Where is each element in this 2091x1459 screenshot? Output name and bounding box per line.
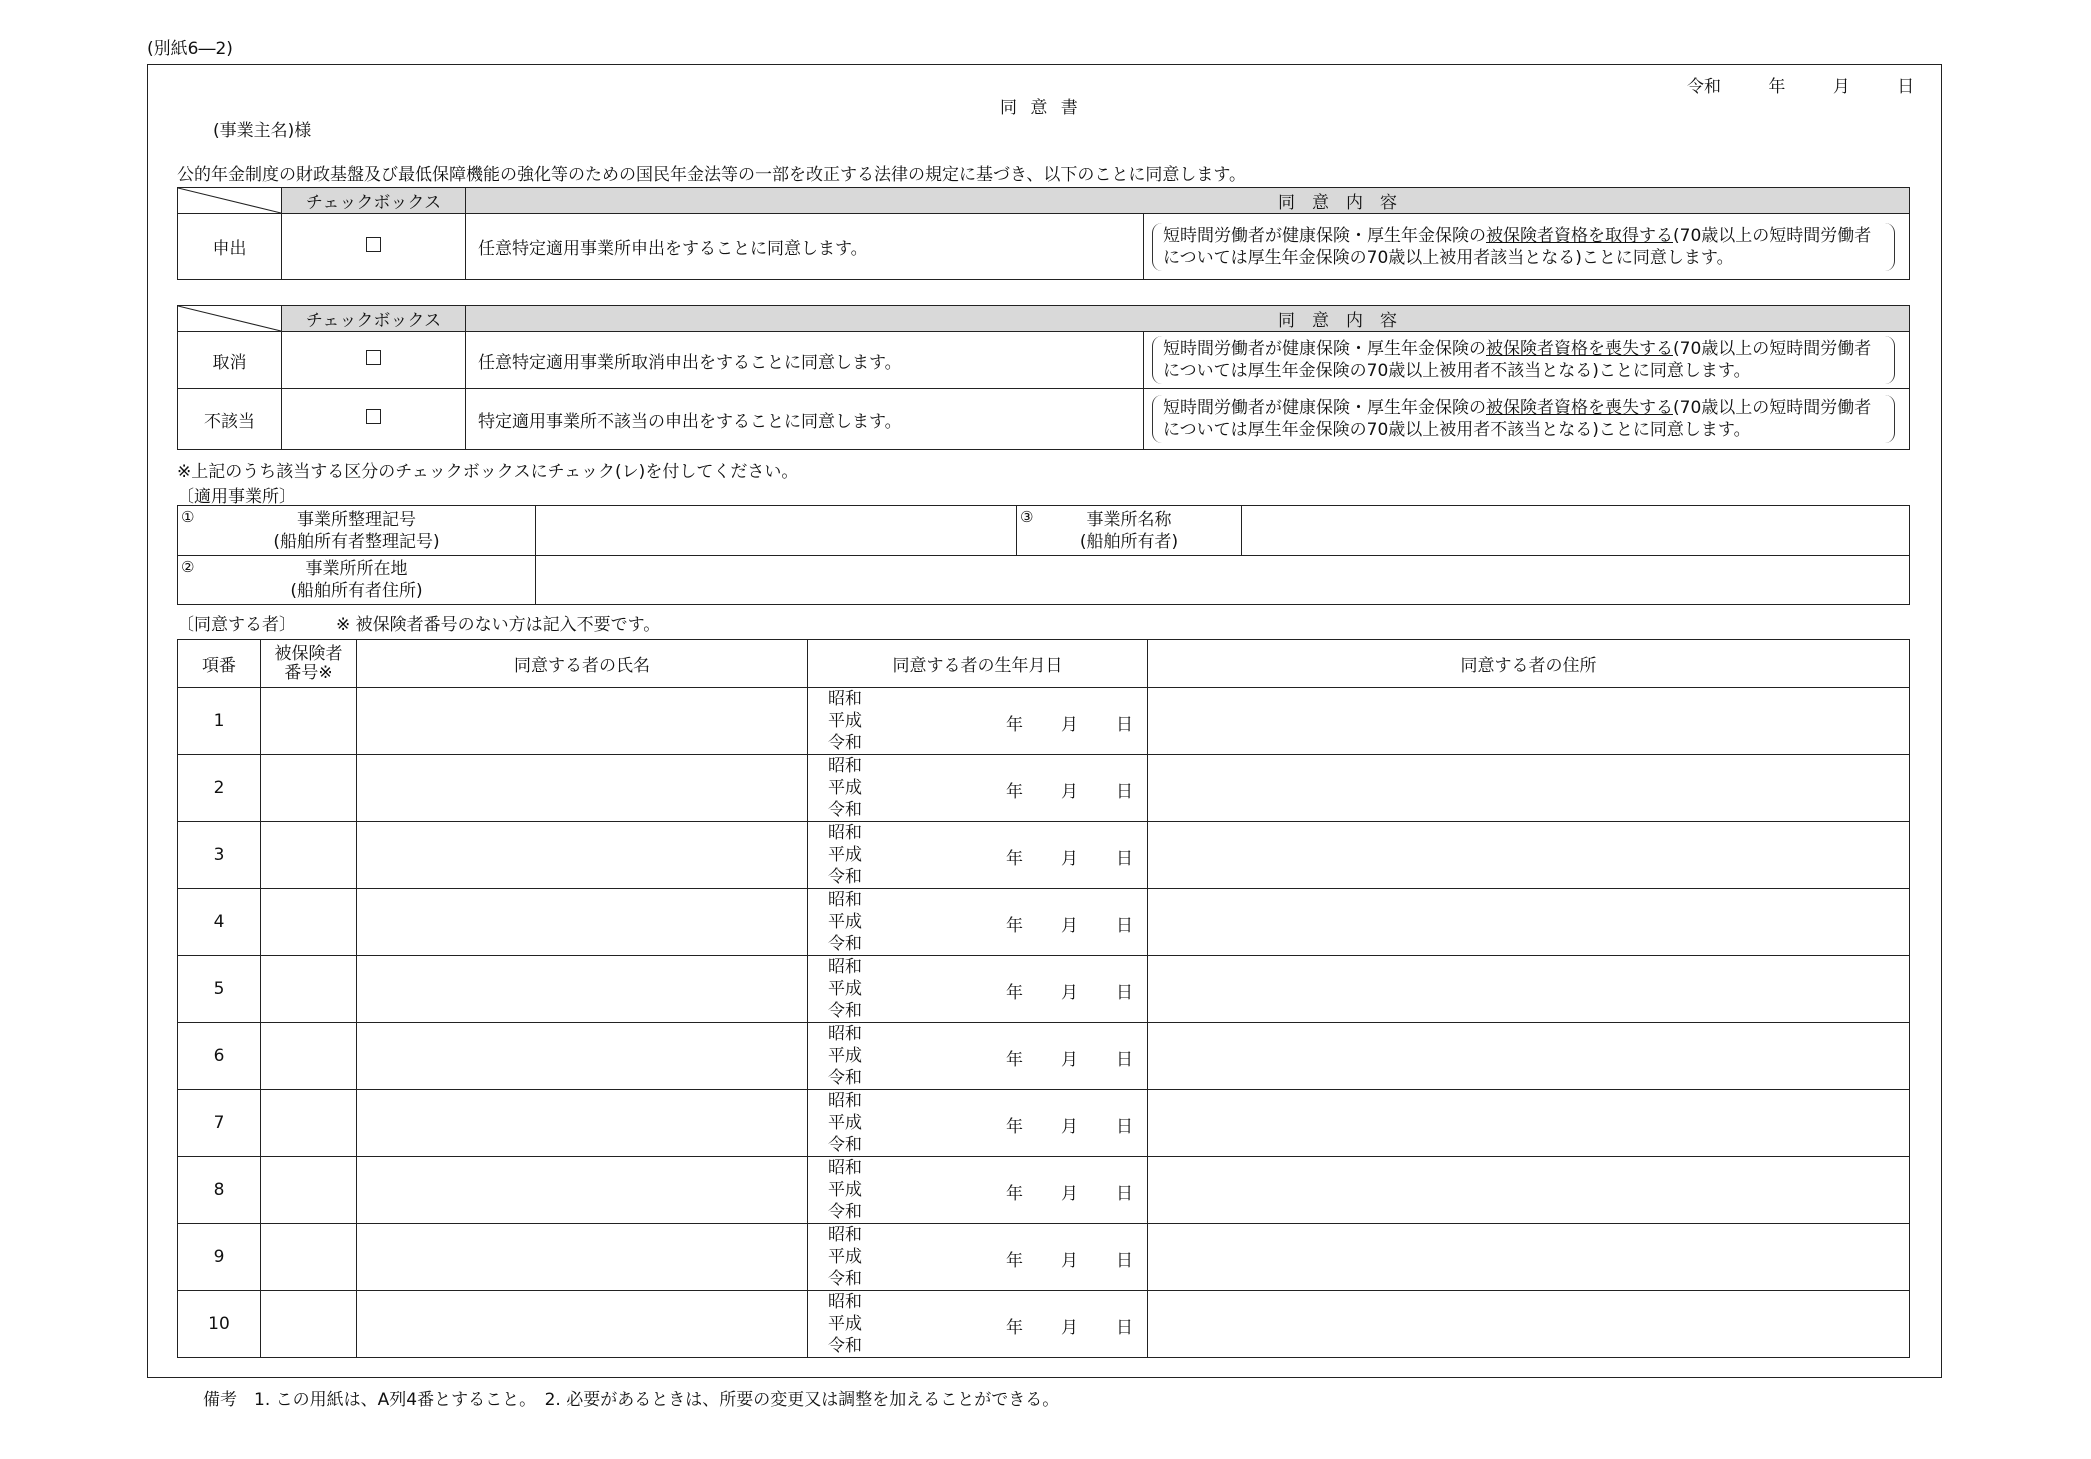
insured-number-input[interactable] — [261, 822, 357, 889]
birthdate-input[interactable] — [808, 822, 1148, 889]
month-label: 月 — [1061, 1184, 1078, 1204]
era-option[interactable]: 平成 — [828, 912, 862, 932]
era-option[interactable]: 昭和 — [828, 1292, 862, 1312]
checkbox[interactable] — [366, 350, 381, 365]
row-label: 取消 — [178, 332, 282, 389]
row-number: 3 — [178, 822, 261, 889]
row-label: 申出 — [178, 214, 282, 280]
footer-remarks: 備考 1. この用紙は、A列4番とすること。 2. 必要があるときは、所要の変更又は調整を加えることができる。 — [203, 1390, 1060, 1410]
checkbox-note: ※上記のうち該当する区分のチェックボックスにチェック(レ)を付してください。 — [177, 462, 799, 482]
year-label: 年 — [1006, 983, 1023, 1003]
checkbox-header: チェックボックス — [282, 188, 466, 214]
content-header: 同 意 内 容 — [466, 188, 1910, 214]
year-label: 年 — [1006, 1251, 1023, 1271]
era-option[interactable]: 昭和 — [828, 890, 862, 910]
date-day: 日 — [1897, 77, 1915, 97]
addressee: (事業主名)様 — [213, 121, 312, 141]
name-input[interactable] — [357, 956, 808, 1023]
insured-number-input[interactable] — [261, 755, 357, 822]
insured-number-input[interactable] — [261, 688, 357, 755]
month-label: 月 — [1061, 916, 1078, 936]
address-input[interactable] — [1148, 1224, 1910, 1291]
era-option[interactable]: 昭和 — [828, 1225, 862, 1245]
era-option[interactable]: 令和 — [828, 800, 862, 820]
date-field[interactable] — [1687, 72, 1914, 97]
era-option[interactable]: 令和 — [828, 934, 862, 954]
day-label: 日 — [1116, 1251, 1133, 1271]
insured-number-input[interactable] — [261, 1157, 357, 1224]
year-label: 年 — [1006, 782, 1023, 802]
year-label: 年 — [1006, 1050, 1023, 1070]
office-code-input[interactable] — [536, 506, 1017, 556]
era-option[interactable]: 平成 — [828, 1247, 862, 1267]
era-option[interactable]: 昭和 — [828, 689, 862, 709]
day-label: 日 — [1116, 916, 1133, 936]
year-label: 年 — [1006, 1184, 1023, 1204]
address-input[interactable] — [1148, 688, 1910, 755]
era-option[interactable]: 昭和 — [828, 823, 862, 843]
birthdate-input[interactable] — [808, 688, 1148, 755]
era-option[interactable]: 平成 — [828, 1180, 862, 1200]
row-number: 4 — [178, 889, 261, 956]
row-number: 6 — [178, 1023, 261, 1090]
annex-label: (別紙6―2) — [147, 39, 233, 59]
table-row — [178, 332, 1910, 389]
row-number: 9 — [178, 1224, 261, 1291]
page-title: 同 意 書 — [1000, 98, 1082, 118]
name-input[interactable] — [357, 1023, 808, 1090]
era-option[interactable]: 昭和 — [828, 1158, 862, 1178]
address-input[interactable] — [1148, 1023, 1910, 1090]
era-option[interactable]: 平成 — [828, 1314, 862, 1334]
name-input[interactable] — [357, 1224, 808, 1291]
insured-number-input[interactable] — [261, 889, 357, 956]
era-option[interactable]: 令和 — [828, 1202, 862, 1222]
year-label: 年 — [1006, 916, 1023, 936]
name-input[interactable] — [357, 1157, 808, 1224]
name-input[interactable] — [357, 822, 808, 889]
birthdate-input[interactable] — [808, 1157, 1148, 1224]
row-number: 2 — [178, 755, 261, 822]
insured-number-input[interactable] — [261, 956, 357, 1023]
consent-text: 任意特定適用事業所取消申出をすることに同意します。 — [466, 332, 1144, 389]
office-table — [177, 505, 1910, 605]
era-option[interactable]: 昭和 — [828, 1091, 862, 1111]
diagonal-cell — [178, 306, 282, 332]
office-address-label: ② 事業所所在地 (船舶所有者住所) — [178, 556, 536, 605]
persons-table — [177, 639, 1910, 1358]
person-row — [178, 1090, 1910, 1157]
person-row — [178, 1157, 1910, 1224]
person-row — [178, 1291, 1910, 1358]
header-name: 同意する者の氏名 — [357, 640, 808, 688]
consent-detail: 短時間労働者が健康保険・厚生年金保険の被保険者資格を取得する(70歳以上の短時間労働者については厚生年金保険の70歳以上被用者該当となる)ことに同意します。 — [1152, 223, 1895, 271]
row-number: 1 — [178, 688, 261, 755]
birthdate-input[interactable] — [808, 956, 1148, 1023]
date-year: 年 — [1768, 77, 1786, 97]
month-label: 月 — [1061, 849, 1078, 869]
office-name-label: ③ 事業所名称 (船舶所有者) — [1017, 506, 1242, 556]
name-input[interactable] — [357, 755, 808, 822]
content-header: 同 意 内 容 — [466, 306, 1910, 332]
address-input[interactable] — [1148, 956, 1910, 1023]
era-option[interactable]: 令和 — [828, 1001, 862, 1021]
name-input[interactable] — [357, 889, 808, 956]
row-number: 8 — [178, 1157, 261, 1224]
day-label: 日 — [1116, 1318, 1133, 1338]
month-label: 月 — [1061, 1251, 1078, 1271]
row-number: 5 — [178, 956, 261, 1023]
persons-note: ※ 被保険者番号のない方は記入不要です。 — [336, 615, 661, 635]
era-option[interactable]: 令和 — [828, 1135, 862, 1155]
day-label: 日 — [1116, 983, 1133, 1003]
row-number: 7 — [178, 1090, 261, 1157]
diagonal-cell — [178, 188, 282, 214]
insured-number-input[interactable] — [261, 1291, 357, 1358]
person-row — [178, 755, 1910, 822]
person-row — [178, 1023, 1910, 1090]
birthdate-input[interactable] — [808, 1090, 1148, 1157]
checkbox[interactable] — [366, 237, 381, 252]
month-label: 月 — [1061, 782, 1078, 802]
era-option[interactable]: 令和 — [828, 1269, 862, 1289]
date-era: 令和 — [1687, 77, 1721, 97]
address-input[interactable] — [1148, 1157, 1910, 1224]
day-label: 日 — [1116, 1050, 1133, 1070]
era-option[interactable]: 令和 — [828, 733, 862, 753]
insured-number-input[interactable] — [261, 1224, 357, 1291]
checkbox-header: チェックボックス — [282, 306, 466, 332]
address-input[interactable] — [1148, 889, 1910, 956]
office-code-label: ① 事業所整理記号 (船舶所有者整理記号) — [178, 506, 536, 556]
name-input[interactable] — [357, 688, 808, 755]
birthdate-input[interactable] — [808, 1291, 1148, 1358]
consent-detail: 短時間労働者が健康保険・厚生年金保険の被保険者資格を喪失する(70歳以上の短時間労働者については厚生年金保険の70歳以上被用者不該当となる)ことに同意します。 — [1152, 336, 1895, 384]
application-table — [177, 187, 1910, 280]
persons-section-label: 〔同意する者〕 ※ 被保険者番号のない方は記入不要です。 — [177, 615, 661, 635]
birthdate-input[interactable] — [808, 755, 1148, 822]
era-option[interactable]: 令和 — [828, 1068, 862, 1088]
date-month: 月 — [1832, 77, 1850, 97]
name-input[interactable] — [357, 1291, 808, 1358]
era-option[interactable]: 平成 — [828, 1046, 862, 1066]
birthdate-input[interactable] — [808, 889, 1148, 956]
era-option[interactable]: 平成 — [828, 1113, 862, 1133]
era-option[interactable]: 平成 — [828, 979, 862, 999]
office-name-input[interactable] — [1242, 506, 1910, 556]
day-label: 日 — [1116, 1184, 1133, 1204]
consent-detail: 短時間労働者が健康保険・厚生年金保険の被保険者資格を喪失する(70歳以上の短時間労働者については厚生年金保険の70歳以上被用者不該当となる)ことに同意します。 — [1152, 395, 1895, 443]
era-option[interactable]: 平成 — [828, 778, 862, 798]
person-row — [178, 688, 1910, 755]
withdrawal-table — [177, 305, 1910, 450]
address-input[interactable] — [1148, 822, 1910, 889]
month-label: 月 — [1061, 715, 1078, 735]
year-label: 年 — [1006, 715, 1023, 735]
person-row — [178, 822, 1910, 889]
intro-text: 公的年金制度の財政基盤及び最低保障機能の強化等のための国民年金法等の一部を改正する法律の規定に基づき、以下のことに同意します。 — [177, 165, 1246, 185]
consent-text: 任意特定適用事業所申出をすることに同意します。 — [466, 214, 1144, 280]
day-label: 日 — [1116, 849, 1133, 869]
office-address-input[interactable] — [536, 556, 1910, 605]
person-row — [178, 889, 1910, 956]
day-label: 日 — [1116, 782, 1133, 802]
day-label: 日 — [1116, 1117, 1133, 1137]
era-option[interactable]: 昭和 — [828, 957, 862, 977]
person-row — [178, 1224, 1910, 1291]
month-label: 月 — [1061, 983, 1078, 1003]
person-row — [178, 956, 1910, 1023]
era-option[interactable]: 令和 — [828, 1336, 862, 1356]
name-input[interactable] — [357, 1090, 808, 1157]
year-label: 年 — [1006, 1117, 1023, 1137]
insured-number-input[interactable] — [261, 1023, 357, 1090]
year-label: 年 — [1006, 849, 1023, 869]
header-no: 項番 — [178, 640, 261, 688]
era-option[interactable]: 昭和 — [828, 756, 862, 776]
header-address: 同意する者の住所 — [1148, 640, 1910, 688]
day-label: 日 — [1116, 715, 1133, 735]
address-input[interactable] — [1148, 1090, 1910, 1157]
birthdate-input[interactable] — [808, 1224, 1148, 1291]
month-label: 月 — [1061, 1117, 1078, 1137]
era-option[interactable]: 平成 — [828, 845, 862, 865]
year-label: 年 — [1006, 1318, 1023, 1338]
checkbox[interactable] — [366, 409, 381, 424]
consent-text: 特定適用事業所不該当の申出をすることに同意します。 — [466, 389, 1144, 450]
month-label: 月 — [1061, 1050, 1078, 1070]
birthdate-input[interactable] — [808, 1023, 1148, 1090]
row-number: 10 — [178, 1291, 261, 1358]
table-row — [178, 214, 1910, 280]
era-option[interactable]: 平成 — [828, 711, 862, 731]
header-birthdate: 同意する者の生年月日 — [808, 640, 1148, 688]
office-section-label: 〔適用事業所〕 — [177, 487, 296, 507]
address-input[interactable] — [1148, 1291, 1910, 1358]
era-option[interactable]: 昭和 — [828, 1024, 862, 1044]
table-row — [178, 389, 1910, 450]
month-label: 月 — [1061, 1318, 1078, 1338]
address-input[interactable] — [1148, 755, 1910, 822]
header-insured-number: 被保険者 番号※ — [261, 640, 357, 688]
insured-number-input[interactable] — [261, 1090, 357, 1157]
row-label: 不該当 — [178, 389, 282, 450]
era-option[interactable]: 令和 — [828, 867, 862, 887]
